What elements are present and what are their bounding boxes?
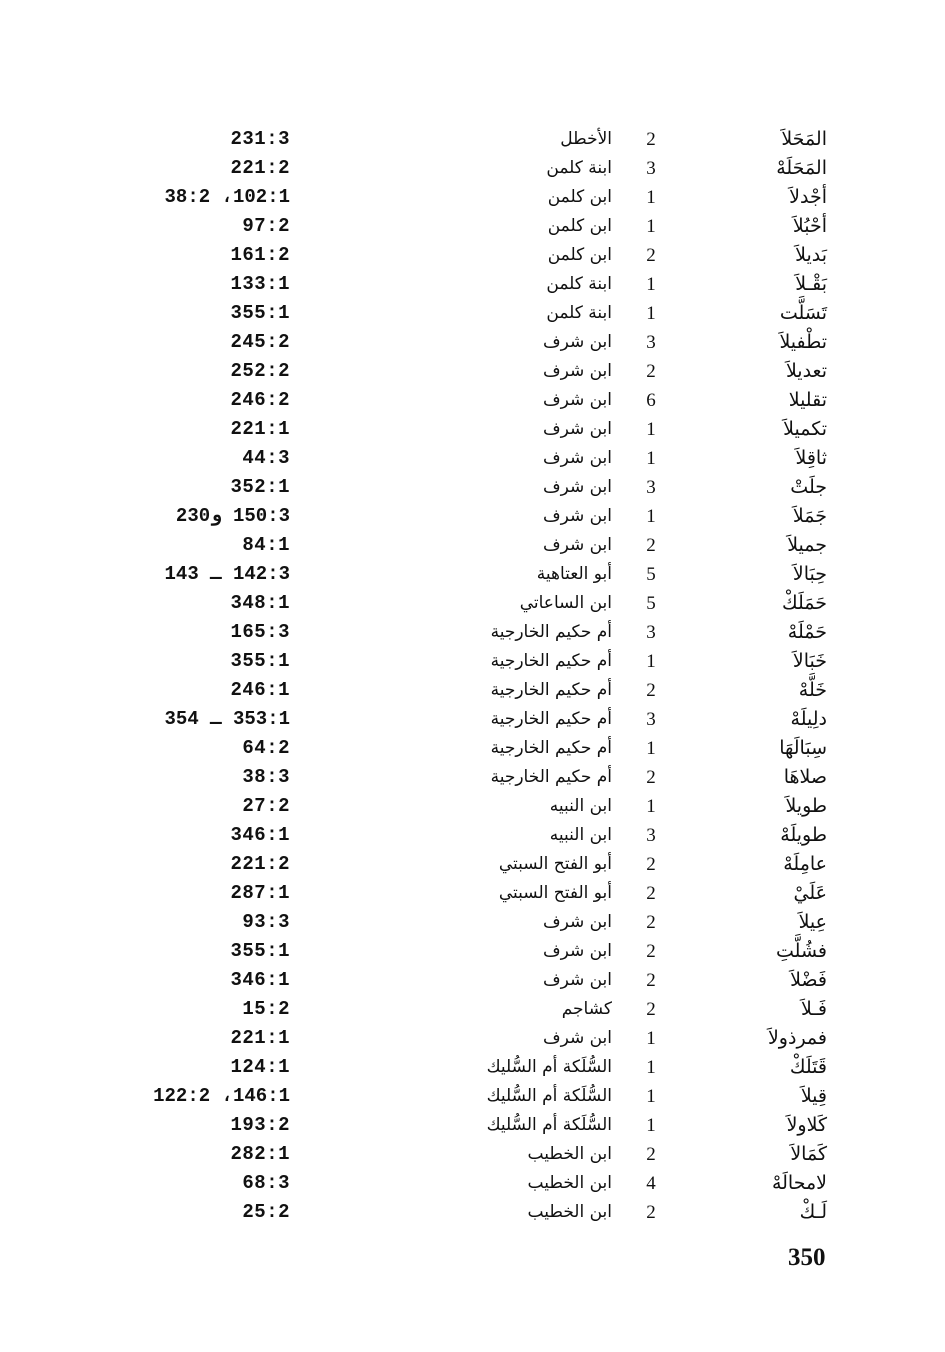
table-row <box>0 560 945 589</box>
verse-count: 1 <box>646 274 656 295</box>
poet-name: أم حكيم الخارجية <box>490 767 612 787</box>
table-row <box>0 183 945 212</box>
table-row <box>0 502 945 531</box>
verse-count: 3 <box>646 622 656 643</box>
volume-page-reference: 355:1 <box>230 650 290 672</box>
volume-page-reference: 355:1 <box>230 940 290 962</box>
poet-name: ابن الخطيب <box>527 1202 612 1222</box>
volume-page-reference: 287:1 <box>230 882 290 904</box>
rhyme-word: تطْفيلاَ <box>779 331 827 353</box>
rhyme-word: دلِيلَهْ <box>790 708 827 730</box>
verse-count: 1 <box>646 1115 656 1136</box>
table-row <box>0 1140 945 1169</box>
poet-name: ابن شرف <box>542 535 612 555</box>
poet-name: أم حكيم الخارجية <box>490 709 612 729</box>
volume-page-reference: 348:1 <box>230 592 290 614</box>
poet-name: السُّلَكة أم السُّليك <box>486 1115 612 1135</box>
poet-name: الأخطل <box>560 129 612 149</box>
verse-count: 2 <box>646 535 656 556</box>
table-row <box>0 995 945 1024</box>
verse-count: 2 <box>646 129 656 150</box>
table-row <box>0 1053 945 1082</box>
rhyme-word: جَمَلاَ <box>792 505 827 527</box>
table-row <box>0 473 945 502</box>
volume-page-reference: 221:2 <box>230 157 290 179</box>
verse-count: 3 <box>646 709 656 730</box>
rhyme-word: كَلاولاَ <box>786 1114 827 1136</box>
verse-count: 2 <box>646 854 656 875</box>
volume-page-reference: 282:1 <box>230 1143 290 1165</box>
poet-name: ابن شرف <box>542 912 612 932</box>
table-row <box>0 705 945 734</box>
volume-page-reference: 84:1 <box>242 534 290 556</box>
poet-name: ابن كلمن <box>547 187 612 207</box>
volume-page-reference: 355:1 <box>230 302 290 324</box>
rhyme-word: تعديلاَ <box>785 360 827 382</box>
rhyme-word: فمرذولاَ <box>767 1027 827 1049</box>
verse-count: 3 <box>646 158 656 179</box>
volume-page-reference: 102:1، 38:2 <box>164 186 290 208</box>
poet-name: ابن شرف <box>542 1028 612 1048</box>
rhyme-word: عامِلَهْ <box>783 853 827 875</box>
poet-name: ابن كلمن <box>547 245 612 265</box>
verse-count: 1 <box>646 506 656 527</box>
poet-name: ابن الخطيب <box>527 1173 612 1193</box>
rhyme-word: لَـكْ <box>799 1201 827 1223</box>
verse-count: 4 <box>646 1173 656 1194</box>
table-row <box>0 299 945 328</box>
rhyme-word: تقليلا <box>788 389 827 411</box>
volume-page-reference: 142:3 ـ 143 <box>164 563 290 585</box>
volume-page-reference: 15:2 <box>242 998 290 1020</box>
verse-count: 2 <box>646 912 656 933</box>
verse-count: 1 <box>646 1086 656 1107</box>
verse-count: 3 <box>646 332 656 353</box>
verse-count: 1 <box>646 651 656 672</box>
rhyme-word: عِيلاَ <box>798 911 827 933</box>
poet-name: ابن شرف <box>542 448 612 468</box>
poet-name: ابن شرف <box>542 506 612 526</box>
volume-page-reference: 221:1 <box>230 418 290 440</box>
rhyme-word: لامحالَهْ <box>771 1172 827 1194</box>
volume-page-reference: 252:2 <box>230 360 290 382</box>
verse-count: 1 <box>646 1057 656 1078</box>
table-row <box>0 531 945 560</box>
table-row <box>0 1169 945 1198</box>
poet-name: ابن شرف <box>542 332 612 352</box>
verse-count: 1 <box>646 1028 656 1049</box>
volume-page-reference: 346:1 <box>230 824 290 846</box>
table-row <box>0 966 945 995</box>
volume-page-reference: 150:3 و230 <box>175 505 290 527</box>
volume-page-reference: 193:2 <box>230 1114 290 1136</box>
verse-count: 6 <box>646 390 656 411</box>
poet-name: ابنة كلمن <box>546 158 612 178</box>
verse-count: 2 <box>646 1202 656 1223</box>
verse-count: 1 <box>646 448 656 469</box>
volume-page-reference: 352:1 <box>230 476 290 498</box>
poet-name: ابن شرف <box>542 361 612 381</box>
poet-name: ابنة كلمن <box>546 303 612 323</box>
poet-name: أم حكيم الخارجية <box>490 738 612 758</box>
volume-page-reference: 245:2 <box>230 331 290 353</box>
poet-name: ابن شرف <box>542 970 612 990</box>
verse-count: 2 <box>646 883 656 904</box>
poet-name: ابن شرف <box>542 941 612 961</box>
poet-name: أم حكيم الخارجية <box>490 651 612 671</box>
rhyme-word: قَتَلَكْ <box>789 1056 827 1078</box>
rhyme-word: جلَتْ <box>790 476 827 498</box>
table-row <box>0 1082 945 1111</box>
table-row <box>0 386 945 415</box>
verse-count: 1 <box>646 738 656 759</box>
rhyme-word: طويلَهْ <box>780 824 827 846</box>
rhyme-word: أجْدلاَ <box>789 186 827 208</box>
table-row <box>0 357 945 386</box>
table-row <box>0 821 945 850</box>
rhyme-word: جميلاَ <box>787 534 827 556</box>
verse-count: 2 <box>646 1144 656 1165</box>
poet-name: ابن الخطيب <box>527 1144 612 1164</box>
table-row <box>0 850 945 879</box>
volume-page-reference: 346:1 <box>230 969 290 991</box>
rhyme-word: عَلَيْ <box>793 882 827 904</box>
poet-name: ابن النبيه <box>549 796 612 816</box>
table-row <box>0 328 945 357</box>
rhyme-word: بَقْـلاَ <box>795 273 827 295</box>
poet-name: أبو الفتح السبتي <box>498 854 612 874</box>
verse-count: 2 <box>646 970 656 991</box>
volume-page-reference: 27:2 <box>242 795 290 817</box>
rhyme-word: حَمَلَكْ <box>781 592 827 614</box>
volume-page-reference: 124:1 <box>230 1056 290 1078</box>
poet-name: ابن شرف <box>542 390 612 410</box>
poet-name: ابن النبيه <box>549 825 612 845</box>
verse-count: 1 <box>646 796 656 817</box>
rhyme-word: صلاهَا <box>783 766 827 788</box>
rhyme-word: طويلاَ <box>785 795 827 817</box>
volume-page-reference: 25:2 <box>242 1201 290 1223</box>
verse-count: 5 <box>646 564 656 585</box>
volume-page-reference: 38:3 <box>242 766 290 788</box>
verse-count: 2 <box>646 767 656 788</box>
table-row <box>0 879 945 908</box>
volume-page-reference: 221:1 <box>230 1027 290 1049</box>
table-row <box>0 908 945 937</box>
rhyme-word: المَحَلَهْ <box>776 157 827 179</box>
table-row <box>0 125 945 154</box>
poet-name: أبو العتاهية <box>536 564 612 584</box>
table-row <box>0 154 945 183</box>
rhyme-word: بَديلاَ <box>795 244 827 266</box>
poet-name: ابن شرف <box>542 477 612 497</box>
volume-page-reference: 64:2 <box>242 737 290 759</box>
rhyme-word: خَلَّهْ <box>798 679 827 701</box>
table-row <box>0 415 945 444</box>
table-row <box>0 1198 945 1227</box>
table-row <box>0 618 945 647</box>
rhyme-word: تَسَلَّت <box>779 302 827 324</box>
verse-count: 2 <box>646 361 656 382</box>
volume-page-reference: 165:3 <box>230 621 290 643</box>
table-row <box>0 444 945 473</box>
poet-name: السُّلَكة أم السُّليك <box>486 1057 612 1077</box>
verse-count: 2 <box>646 999 656 1020</box>
rhyme-word: ثاقِلاَ <box>795 447 827 469</box>
rhyme-word: حِبَالاَ <box>792 563 827 585</box>
volume-page-reference: 97:2 <box>242 215 290 237</box>
table-row <box>0 589 945 618</box>
poet-name: ابن شرف <box>542 419 612 439</box>
rhyme-word: فَضْلاَ <box>790 969 827 991</box>
table-row <box>0 241 945 270</box>
table-row <box>0 270 945 299</box>
page-number: 350 <box>788 1244 826 1271</box>
volume-page-reference: 353:1 ـ 354 <box>164 708 290 730</box>
table-row <box>0 212 945 241</box>
table-row <box>0 763 945 792</box>
table-row <box>0 792 945 821</box>
rhyme-word: فَـلاَ <box>801 998 827 1020</box>
verse-count: 2 <box>646 680 656 701</box>
rhyme-word: أحْبُلاَ <box>792 215 827 237</box>
rhyme-word: حَمْلَهْ <box>787 621 827 643</box>
volume-page-reference: 231:3 <box>230 128 290 150</box>
volume-page-reference: 133:1 <box>230 273 290 295</box>
verse-count: 2 <box>646 941 656 962</box>
rhyme-index-table <box>0 125 945 1227</box>
verse-count: 1 <box>646 303 656 324</box>
verse-count: 3 <box>646 477 656 498</box>
poet-name: أبو الفتح السبتي <box>498 883 612 903</box>
table-row <box>0 1111 945 1140</box>
poet-name: كشاجم <box>561 999 612 1019</box>
rhyme-word: المَحَلاَ <box>781 128 827 150</box>
table-row <box>0 734 945 763</box>
verse-count: 2 <box>646 245 656 266</box>
rhyme-word: خَبَالاَ <box>792 650 827 672</box>
verse-count: 5 <box>646 593 656 614</box>
verse-count: 1 <box>646 187 656 208</box>
poet-name: السُّلَكة أم السُّليك <box>486 1086 612 1106</box>
rhyme-word: سِبَالَهَا <box>779 737 827 759</box>
volume-page-reference: 161:2 <box>230 244 290 266</box>
volume-page-reference: 68:3 <box>242 1172 290 1194</box>
volume-page-reference: 93:3 <box>242 911 290 933</box>
volume-page-reference: 221:2 <box>230 853 290 875</box>
poet-name: أم حكيم الخارجية <box>490 622 612 642</box>
poet-name: أم حكيم الخارجية <box>490 680 612 700</box>
poet-name: ابن الساعاتي <box>519 593 612 613</box>
rhyme-word: فشُلَّتِ <box>776 940 827 962</box>
table-row <box>0 676 945 705</box>
table-row <box>0 1024 945 1053</box>
poet-name: ابنة كلمن <box>546 274 612 294</box>
volume-page-reference: 246:2 <box>230 389 290 411</box>
table-row <box>0 647 945 676</box>
rhyme-word: كَمَالاَ <box>790 1143 827 1165</box>
verse-count: 3 <box>646 825 656 846</box>
volume-page-reference: 246:1 <box>230 679 290 701</box>
rhyme-word: تكميلاَ <box>783 418 827 440</box>
verse-count: 1 <box>646 419 656 440</box>
volume-page-reference: 146:1، 122:2 <box>153 1085 290 1107</box>
table-row <box>0 937 945 966</box>
poet-name: ابن كلمن <box>547 216 612 236</box>
verse-count: 1 <box>646 216 656 237</box>
volume-page-reference: 44:3 <box>242 447 290 469</box>
rhyme-word: قِيلاَ <box>800 1085 827 1107</box>
